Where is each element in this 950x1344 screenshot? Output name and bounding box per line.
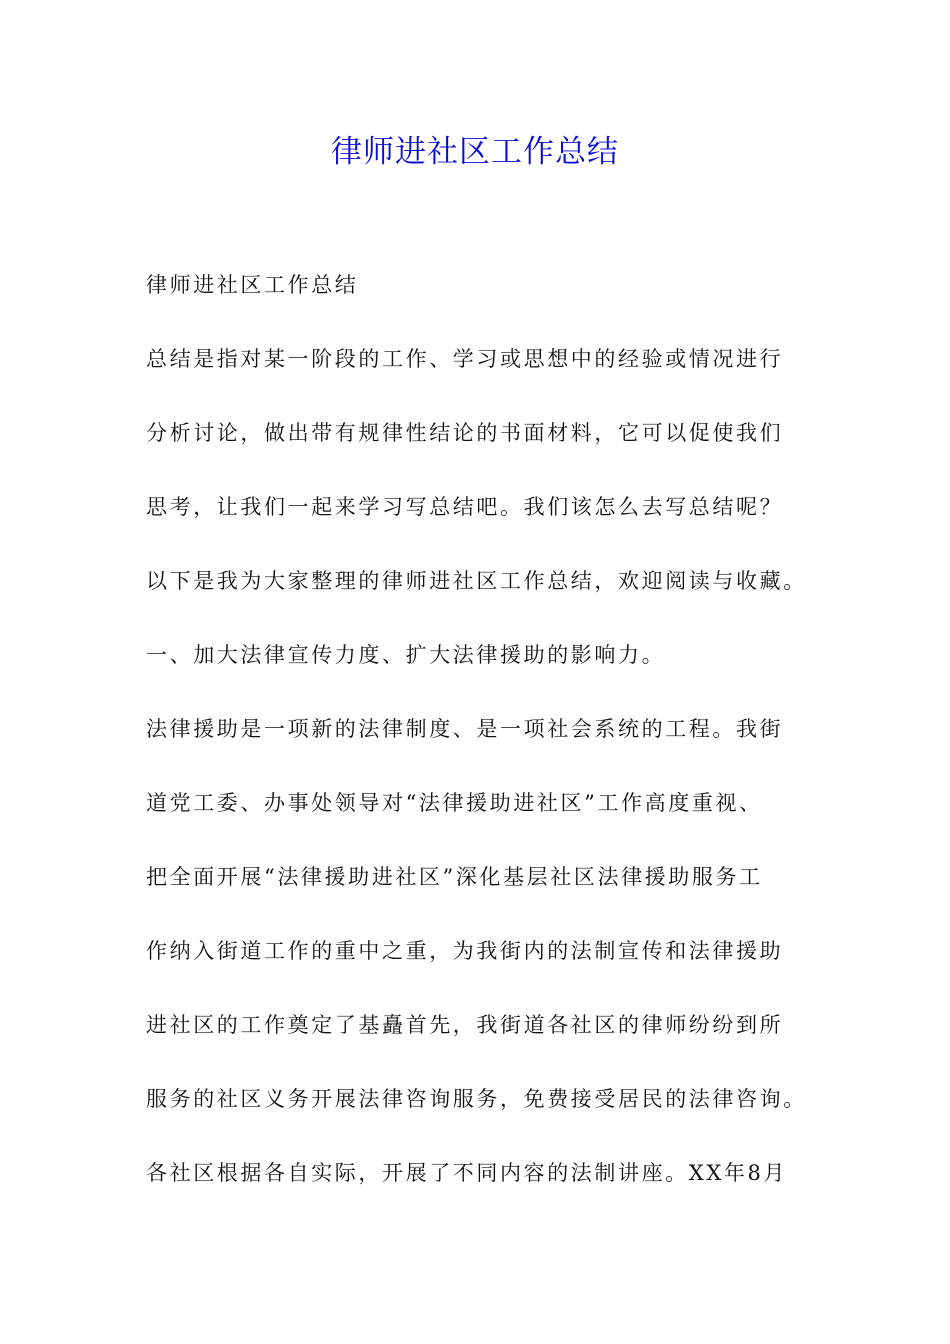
body-line: 把全面开展“法律援助进社区”深化基层社区法律援助服务工 <box>146 865 763 889</box>
body-line: 进社区的工作奠定了基矗首先，我街道各社区的律师纷纷到所 <box>146 1013 784 1037</box>
body-line: 道党工委、办事处领导对“法律援助进社区”工作高度重视、 <box>146 791 763 815</box>
document-body <box>146 263 826 1225</box>
document-title: 律师进社区工作总结 <box>331 134 619 170</box>
body-line: 服务的社区义务开展法律咨询服务，免费接受居民的法律咨询。 <box>146 1087 807 1111</box>
body-line: 律师进社区工作总结 <box>146 273 359 297</box>
body-line: 各社区根据各自实际，开展了不同内容的法制讲座。XX年8月 <box>146 1161 788 1185</box>
body-line: 分析讨论，做出带有规律性结论的书面材料，它可以促使我们 <box>146 421 784 445</box>
body-line: 总结是指对某一阶段的工作、学习或思想中的经验或情况进行 <box>146 347 784 371</box>
body-line: 一、加大法律宣传力度、扩大法律援助的影响力。 <box>146 643 666 667</box>
body-line: 作纳入街道工作的重中之重，为我街内的法制宣传和法律援助 <box>146 939 784 963</box>
body-line: 法律援助是一项新的法律制度、是一项社会系统的工程。我街 <box>146 717 784 741</box>
body-line: 以下是我为大家整理的律师进社区工作总结，欢迎阅读与收藏。 <box>146 569 807 593</box>
body-line: 思考，让我们一起来学习写总结吧。我们该怎么去写总结呢？ <box>146 495 784 519</box>
